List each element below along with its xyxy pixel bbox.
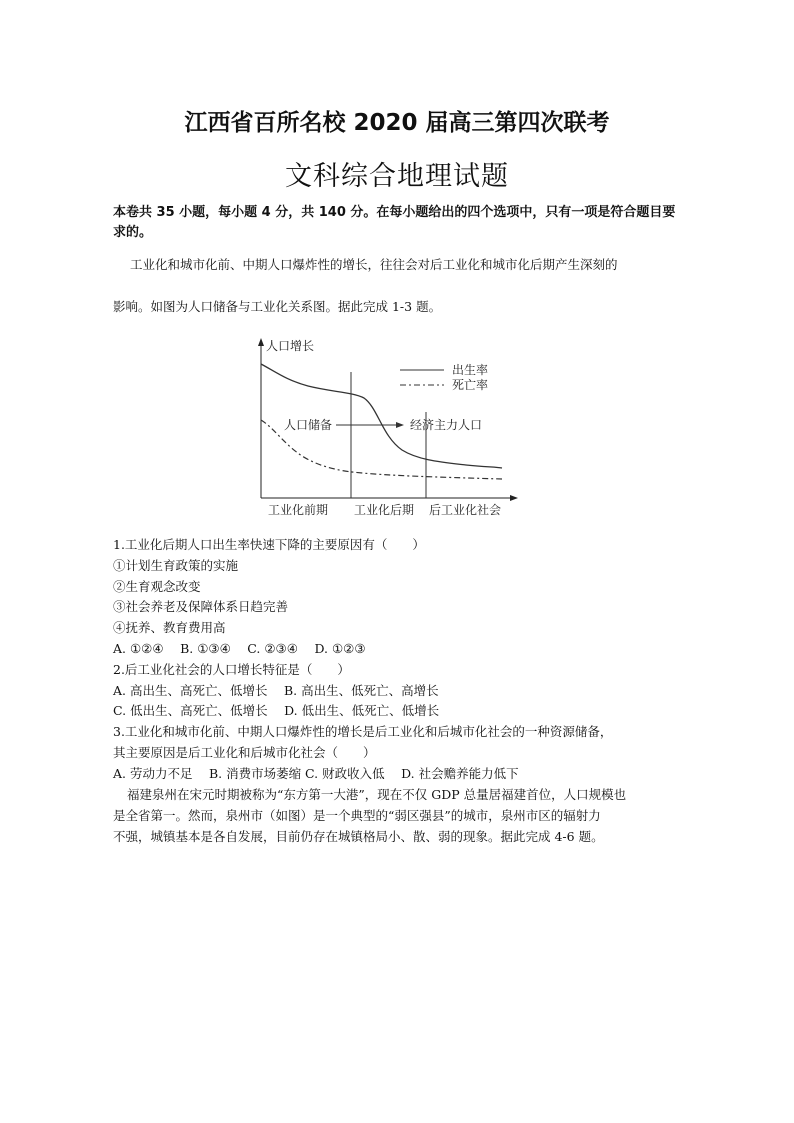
passage2-line3: 不强，城镇基本是各自发展，目前仍存在城镇格局小、散、弱的现象。据此完成 4-6 题。 [113,828,604,844]
q2-options-row2 [113,701,693,722]
exam-subtitle: 文科综合地理试题 [285,161,509,192]
passage2-line1 [113,785,685,806]
q1-item-4: ④抚养、教育费用高 [113,620,226,636]
q1-item-2: ②生育观念改变 [113,578,201,594]
y-axis-arrow [258,338,264,346]
x-axis-arrow [510,495,518,501]
x-label-late-industrial: 工业化后期 [354,503,415,517]
q3-stem-line1: 3.工业化和城市化前、中期人口爆炸性的增长是后工业化和后城市化社会的一种资源储备， [113,724,613,740]
q1-item-1: ①计划生育政策的实施 [113,557,239,573]
annotation-population-reserve: 人口储备 [284,418,333,432]
passage2-line2: 是全省第一。然而，泉州市（如图）是一个典型的“弱区强县”的城市，泉州市区的辐射力 [113,807,601,823]
y-axis-label: 人口增长 [266,339,315,353]
passage1-line2: 影响。如图为人口储备与工业化关系图。据此完成 1-3 题。 [113,299,442,314]
q1-stem: 1.工业化后期人口出生率快速下降的主要原因有（ ） [113,537,425,552]
q1-options: A. ①②④ B. ①③④ C. ②③④ D. ①②③ [113,640,366,656]
passage2-line1-text: 福建泉州在宋元时期被称为“东方第一大港”，现在不仅 GDP 总量居福建首位，人口规模也 [127,787,627,802]
q3-stem-line2: 其主要原因是后工业化和后城市化社会（ ） [113,744,376,760]
legend-death-label: 死亡率 [452,378,489,392]
q2-option-a: A. 高出生、高死亡、低增长 [113,682,268,698]
instructions: 本卷共 35 小题，每小题 4 分，共 140 分。在每小题给出的四个选项中，只有一项是符合题目要求的。 [113,205,676,240]
annotation-arrow-head [396,422,404,428]
x-label-post-industrial: 后工业化社会 [429,503,502,517]
q2-option-b: B. 高出生、低死亡、高增长 [283,682,439,698]
questions-block [113,535,693,785]
q1-item-3: ③社会养老及保障体系日趋完善 [113,599,289,615]
population-industrialization-figure [240,332,530,522]
q2-options-row1 [113,681,693,702]
q2-option-c: C. 低出生、高死亡、低增长 [113,703,268,719]
q2-option-d: D. 低出生、低死亡、低增长 [284,703,440,719]
q3-options: A. 劳动力不足 B. 消费市场萎缩 C. 财政收入低 D. 社会赡养能力低下 [113,765,519,781]
exam-title: 江西省百所名校 2020 届高三第四次联考 [184,110,610,136]
passage1-line1: 工业化和城市化前、中期人口爆炸性的增长，往往会对后工业化和城市化后期产生深刻的 [130,257,618,272]
q2-stem: 2.后工业化社会的人口增长特征是（ ） [113,661,350,677]
figure-svg [240,332,530,522]
x-label-pre-industrial: 工业化前期 [268,503,329,517]
passage2 [113,785,685,847]
annotation-economic-population: 经济主力人口 [410,418,483,432]
legend-birth-label: 出生率 [452,363,489,377]
